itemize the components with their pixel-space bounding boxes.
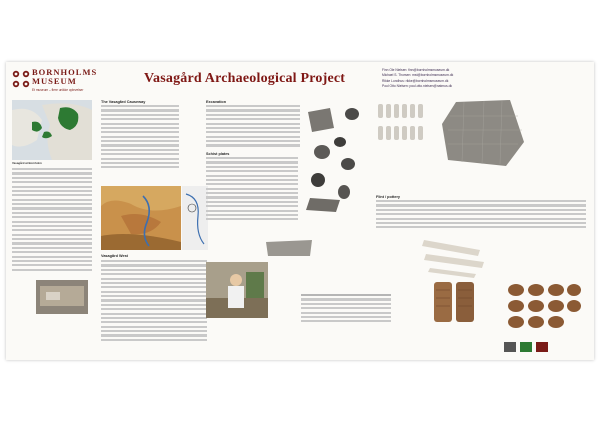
pottery-fragments bbox=[432, 280, 502, 324]
section-title: Vasagård West bbox=[101, 254, 128, 258]
map-caption: Vasagård at Bornholm bbox=[12, 161, 42, 165]
site-plan bbox=[182, 186, 208, 250]
finds-text bbox=[376, 200, 586, 231]
section-title: The Vasagård Causeway bbox=[101, 100, 146, 104]
contact-line: Poul Otto Nielsen: poul.otto.nielsen@natmus.dk bbox=[382, 84, 453, 89]
terrain-map bbox=[101, 186, 181, 250]
contact-line: Michael S. Thorsen: mst@bornholmsmuseum.dk bbox=[382, 73, 454, 78]
excavation-text bbox=[206, 105, 300, 149]
flint-blades bbox=[420, 234, 490, 278]
poster bbox=[6, 62, 594, 360]
contact-line: Rikke Lundhus: rikke@bornholmsmuseum.dk bbox=[382, 78, 449, 83]
excavation-photo-1 bbox=[36, 280, 88, 314]
section-title: Schist plates bbox=[206, 152, 230, 156]
schist-plate-photo bbox=[440, 98, 526, 168]
stone-finds bbox=[300, 102, 370, 222]
schist-text bbox=[206, 157, 298, 223]
flint-axes-row bbox=[376, 102, 436, 162]
excavation-photo-2 bbox=[206, 262, 268, 318]
bottom-notes bbox=[301, 294, 391, 325]
schist-stone-photo bbox=[264, 238, 314, 258]
sponsor-logos bbox=[504, 340, 564, 356]
poster-title: Vasagård Archaeological Project bbox=[144, 71, 346, 86]
section-title: Excavation bbox=[206, 100, 227, 104]
sponsor-logo-icon bbox=[504, 340, 564, 354]
scandinavia-map bbox=[12, 100, 92, 160]
contact-list bbox=[382, 68, 453, 90]
museum-subtitle: Et museum – flere unikke oplevelser bbox=[32, 88, 84, 92]
museum-logo bbox=[12, 68, 96, 96]
contact-line: Finn Ole Nielsen: finn@bornholmsmuseum.dk bbox=[382, 68, 450, 72]
museum-logo-icon bbox=[12, 70, 30, 88]
sherd-collection bbox=[506, 282, 582, 332]
museum-name: BORNHOLMS MUSEUM bbox=[32, 67, 98, 86]
section-title: Flint / pottery bbox=[376, 195, 401, 199]
west-text bbox=[101, 260, 207, 343]
intro-text bbox=[101, 105, 179, 171]
column-1-text bbox=[12, 168, 92, 273]
